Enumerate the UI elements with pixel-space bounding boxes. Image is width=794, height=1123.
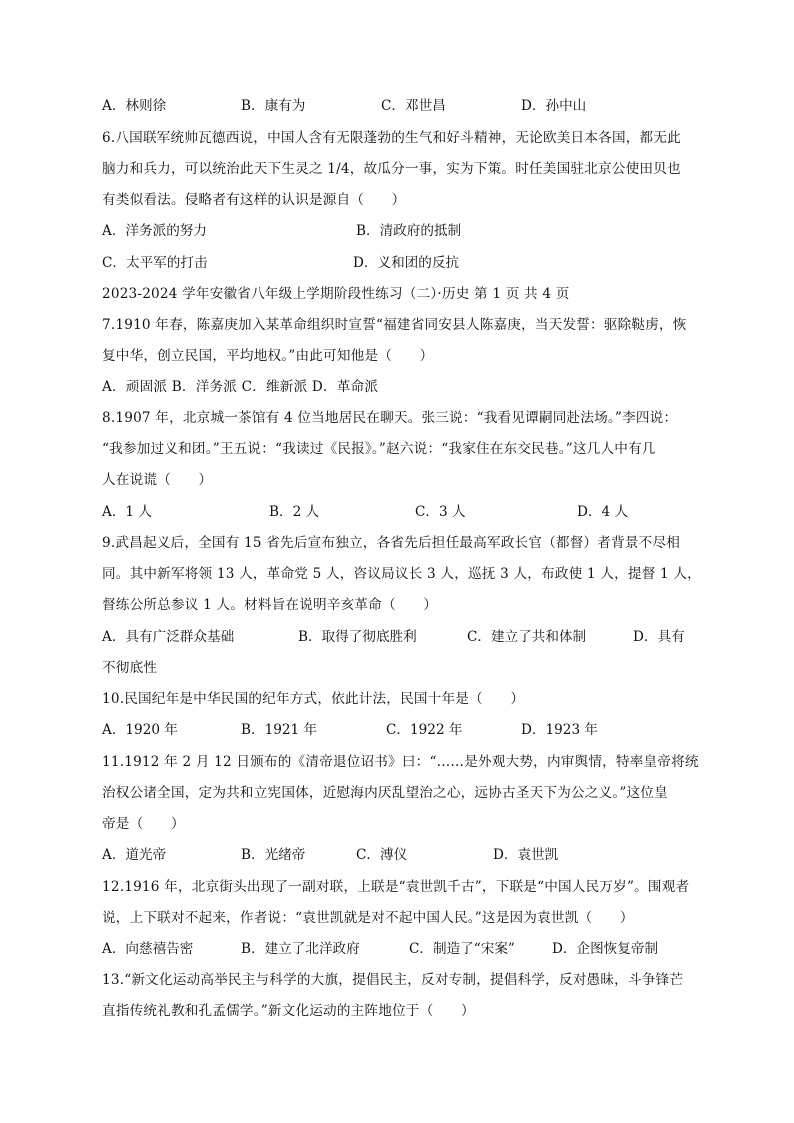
q10-option-d: D．1923 年	[521, 722, 599, 738]
q6-options-row-2	[102, 253, 702, 273]
q12-options	[102, 939, 702, 959]
q11-text-line: 11.1912 年 2 月 12 日颁布的《清帝退位诏书》曰：“……是外观大势，内审舆情，特率皇帝将统	[102, 754, 699, 770]
q6-text-line: 有类似看法。侵略者有这样的认识是源自（ ）	[102, 192, 406, 208]
q9-text-line: 9.武昌起义后，全国有 15 省先后宣布独立，各省先后担任最高军政长官（都督）者背景不尽相	[102, 535, 681, 551]
q10-text-line: 10.民国纪年是中华民国的纪年方式，依此计法，民国十年是（ ）	[102, 691, 525, 707]
q11-option-b: B．光绪帝	[241, 847, 306, 863]
q7-text-line: 复中华，创立民国，平均地权。”由此可知他是（ ）	[102, 348, 434, 364]
q9-option-b: B．取得了彻底胜利	[298, 629, 417, 645]
q10-option-c: C．1922 年	[386, 722, 463, 738]
q12-option-a: A．向慈禧告密	[102, 941, 194, 957]
q8-option-a: A．1 人	[102, 504, 152, 520]
q11-option-a: A．道光帝	[102, 847, 167, 863]
q12-option-c: C．制造了“宋案”	[409, 941, 515, 957]
q13-text-line: 直指传统礼教和孔孟儒学。”新文化运动的主阵地位于（ ）	[102, 1003, 475, 1019]
q8-text-line: 8.1907 年，北京城一茶馆有 4 位当地居民在聊天。张三说：“我看见谭嗣同赴法场。”李四说：	[102, 410, 678, 426]
q7-text-line: 7.1910 年春，陈嘉庚加入某革命组织时宣誓“福建省同安县人陈嘉庚，当天发誓：驱除鞑虏，恢	[102, 317, 687, 333]
q6-option-b: B．清政府的抵制	[356, 223, 462, 239]
q5-option-c: C．邓世昌	[381, 98, 446, 114]
q8-option-d: D．4 人	[577, 504, 629, 520]
q6-text-line: 6.八国联军统帅瓦德西说，中国人含有无限蓬勃的生气和好斗精神，无论欧美日本各国，都无此	[102, 130, 681, 146]
q11-options	[102, 845, 702, 865]
q13-text-line: 13.“新文化运动高举民主与科学的大旗，提倡民主，反对专制，提倡科学，反对愚昧，斗争锋芒	[102, 972, 684, 988]
q6-text-line: 脑力和兵力，可以统治此天下生灵之 1/4，故瓜分一事，实为下策。时任美国驻北京公使田贝也	[102, 161, 681, 177]
q9-option-a: A．具有广泛群众基础	[102, 629, 235, 645]
q9-text-line: 同。其中新军将领 13 人，革命党 5 人，咨议局议长 3 人，巡抚 3 人，布政使 1 人，提督 1 人，	[102, 566, 701, 582]
q9-option-c: C．建立了共和体制	[467, 629, 587, 645]
q5-options	[102, 96, 702, 116]
q9-options	[102, 627, 702, 647]
q11-option-c: C．溥仪	[356, 847, 408, 863]
q12-option-d: D．企图恢复帝制	[552, 941, 659, 957]
q11-text-line: 帝是（ ）	[102, 816, 185, 832]
q8-text-line: “我参加过义和团。”王五说：“我读过《民报》。”赵六说：“我家住在东交民巷。”这几人中有几	[102, 441, 656, 457]
q9-text-line: 督练公所总参议 1 人。材料旨在说明辛亥革命（ ）	[102, 597, 438, 613]
q6-option-a: A．洋务派的努力	[102, 223, 207, 239]
q12-option-b: B．建立了北洋政府	[241, 941, 360, 957]
q8-option-c: C．3 人	[415, 504, 466, 520]
q12-text-line: 12.1916 年，北京街头出现了一副对联，上联是“袁世凯千古”，下联是“中国人民万岁”。围观者	[102, 879, 690, 895]
q10-option-b: B．1921 年	[241, 722, 318, 738]
q8-options	[102, 502, 702, 522]
q6-options-row-1	[102, 221, 702, 241]
q6-option-c: C．太平军的打击	[102, 255, 208, 271]
q5-option-d: D．孙中山	[521, 98, 587, 114]
q10-option-a: A．1920 年	[102, 722, 178, 738]
q5-option-b: B．康有为	[241, 98, 306, 114]
q9-option-d: D．具有	[633, 629, 685, 645]
q10-options	[102, 720, 702, 740]
q7-options: A．顽固派 B．洋务派 C．维新派 D．革命派	[102, 379, 379, 395]
q8-option-b: B．2 人	[269, 504, 320, 520]
q9-option-d-continued: 不彻底性	[102, 660, 158, 676]
page-footer: 2023-2024 学年安徽省八年级上学期阶段性练习（二）·历史 第 1 页 共 4 页	[102, 286, 570, 302]
q8-text-line: 人在说谎（ ）	[102, 472, 213, 488]
q6-option-d: D．义和团的反抗	[353, 255, 460, 271]
q11-option-d: D．袁世凯	[493, 847, 559, 863]
q12-text-line: 说，上下联对不起来，作者说：“袁世凯就是对不起中国人民。”这是因为袁世凯（ ）	[102, 910, 634, 926]
q5-option-a: A．林则徐	[102, 98, 167, 114]
q11-text-line: 治权公诸全国，定为共和立宪国体，近慰海内厌乱望治之心，远协古圣天下为公之义。”这位皇	[102, 785, 668, 801]
